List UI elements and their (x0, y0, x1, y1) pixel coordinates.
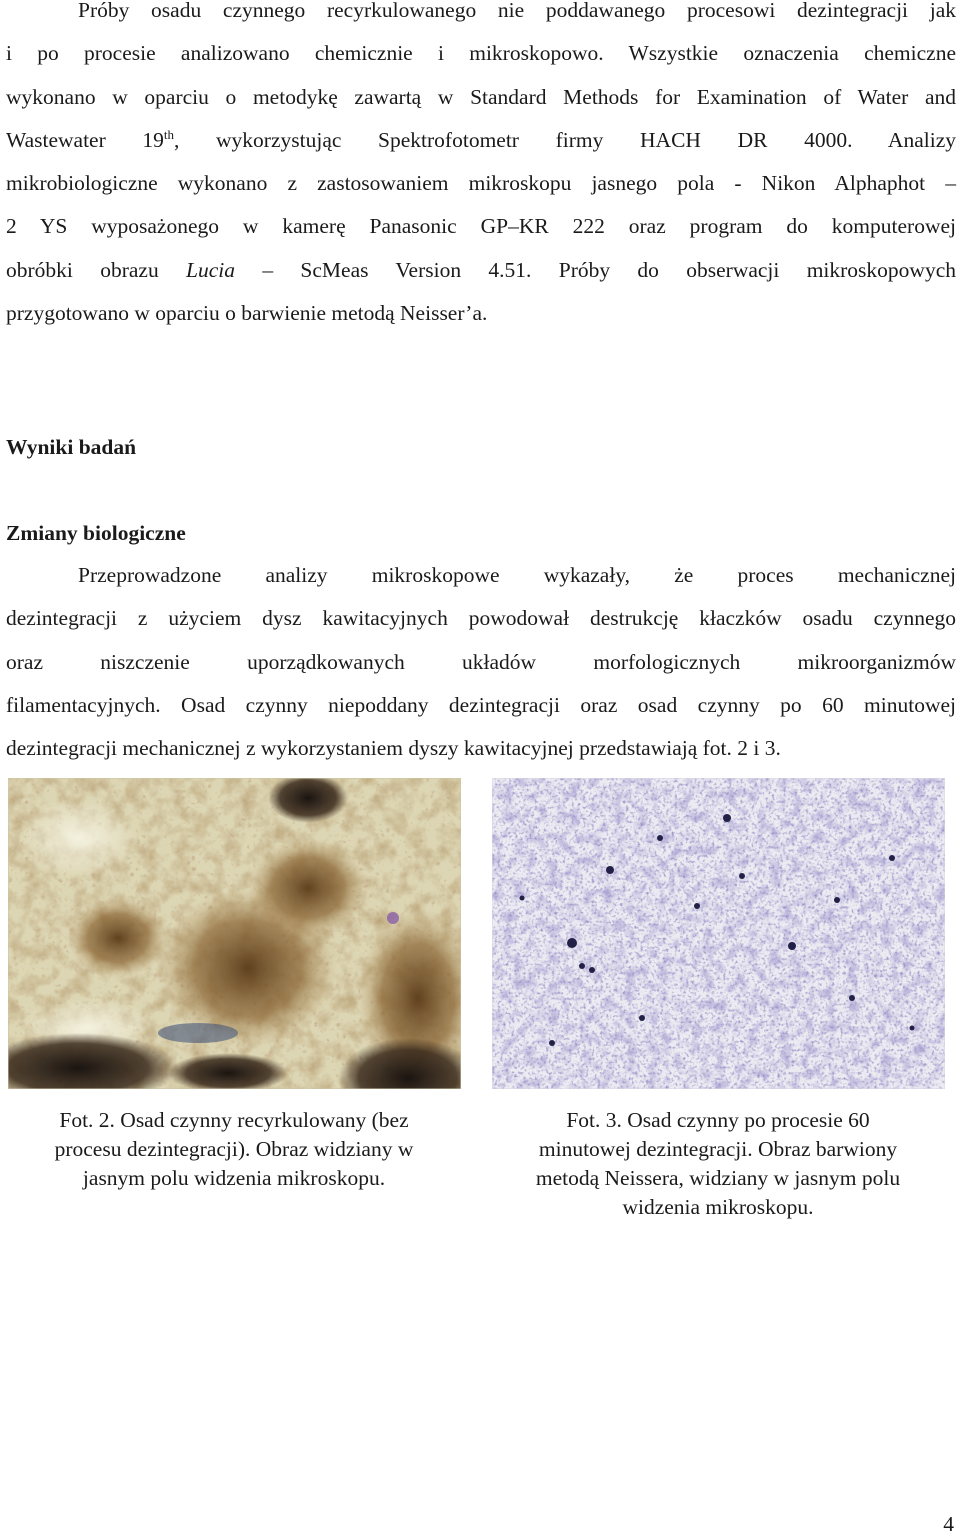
figure-3-caption (488, 1106, 948, 1222)
text-line: przygotowano w oparciu o barwienie metodą Neisser’a. (6, 301, 488, 326)
caption-line: Fot. 3. Osad czynny po procesie 60 (566, 1108, 870, 1132)
text-line: dezintegracji z użyciem dysz kawitacyjnych powodował destrukcję kłaczków osadu czynnego (6, 606, 956, 631)
subsection-heading-biological: Zmiany biologiczne (6, 521, 186, 545)
figure-2-caption (4, 1106, 464, 1193)
page-number: 4 (943, 1512, 954, 1536)
text-line: Przeprowadzone analizy mikroskopowe wykazały, że proces mechanicznej (78, 563, 956, 587)
text-line: filamentacyjnych. Osad czynny niepoddany dezintegracji oraz osad czynny po 60 minutowej (6, 692, 956, 717)
text-line: obróbki obrazu Lucia – ScMeas Version 4.51. Próby do obserwacji mikroskopowych (6, 257, 956, 282)
caption-line: jasnym polu widzenia mikroskopu. (82, 1166, 386, 1190)
text-line: mikrobiologiczne wykonano z zastosowaniem mikroskopu jasnego pola - Nikon Alphaphot – (6, 171, 956, 196)
paragraph-results (6, 554, 956, 770)
text-line: i po procesie analizowano chemicznie i mikroskopowo. Wszystkie oznaczenia chemiczne (6, 41, 956, 66)
text-line: dezintegracji mechanicznej z wykorzystaniem dyszy kawitacyjnej przedstawiają fot. 2 i 3. (6, 736, 781, 761)
superscript: th (163, 126, 175, 142)
caption-line: Fot. 2. Osad czynny recyrkulowany (bez (59, 1108, 409, 1132)
italic-software-name: Lucia (186, 257, 236, 282)
micrograph-neisser-stained-sludge (492, 778, 945, 1089)
text-line: 2 YS wyposażonego w kamerę Panasonic GP–KR 222 oraz program do komputerowej (6, 214, 956, 239)
micrograph-unstained-sludge (8, 778, 461, 1089)
caption-line: procesu dezintegracji). Obraz widziany w (54, 1137, 414, 1161)
text-line: wykonano w oparciu o metodykę zawartą w Standard Methods for Examination of Water and (6, 84, 956, 109)
caption-line: widzenia mikroskopu. (622, 1195, 814, 1219)
paragraph-methods (6, 0, 956, 335)
caption-line: minutowej dezintegracji. Obraz barwiony (538, 1137, 898, 1161)
caption-line: metodą Neissera, widziany w jasnym polu (535, 1166, 901, 1190)
text-line: oraz niszczenie uporządkowanych układów morfologicznych mikroorganizmów (6, 649, 956, 674)
text-line: Wastewater 19th, wykorzystując Spektrofotometr firmy HACH DR 4000. Analizy (6, 126, 956, 152)
text-line: Próby osadu czynnego recyrkulowanego nie poddawanego procesowi dezintegracji jak (78, 0, 956, 22)
section-heading-results: Wyniki badań (6, 435, 137, 459)
